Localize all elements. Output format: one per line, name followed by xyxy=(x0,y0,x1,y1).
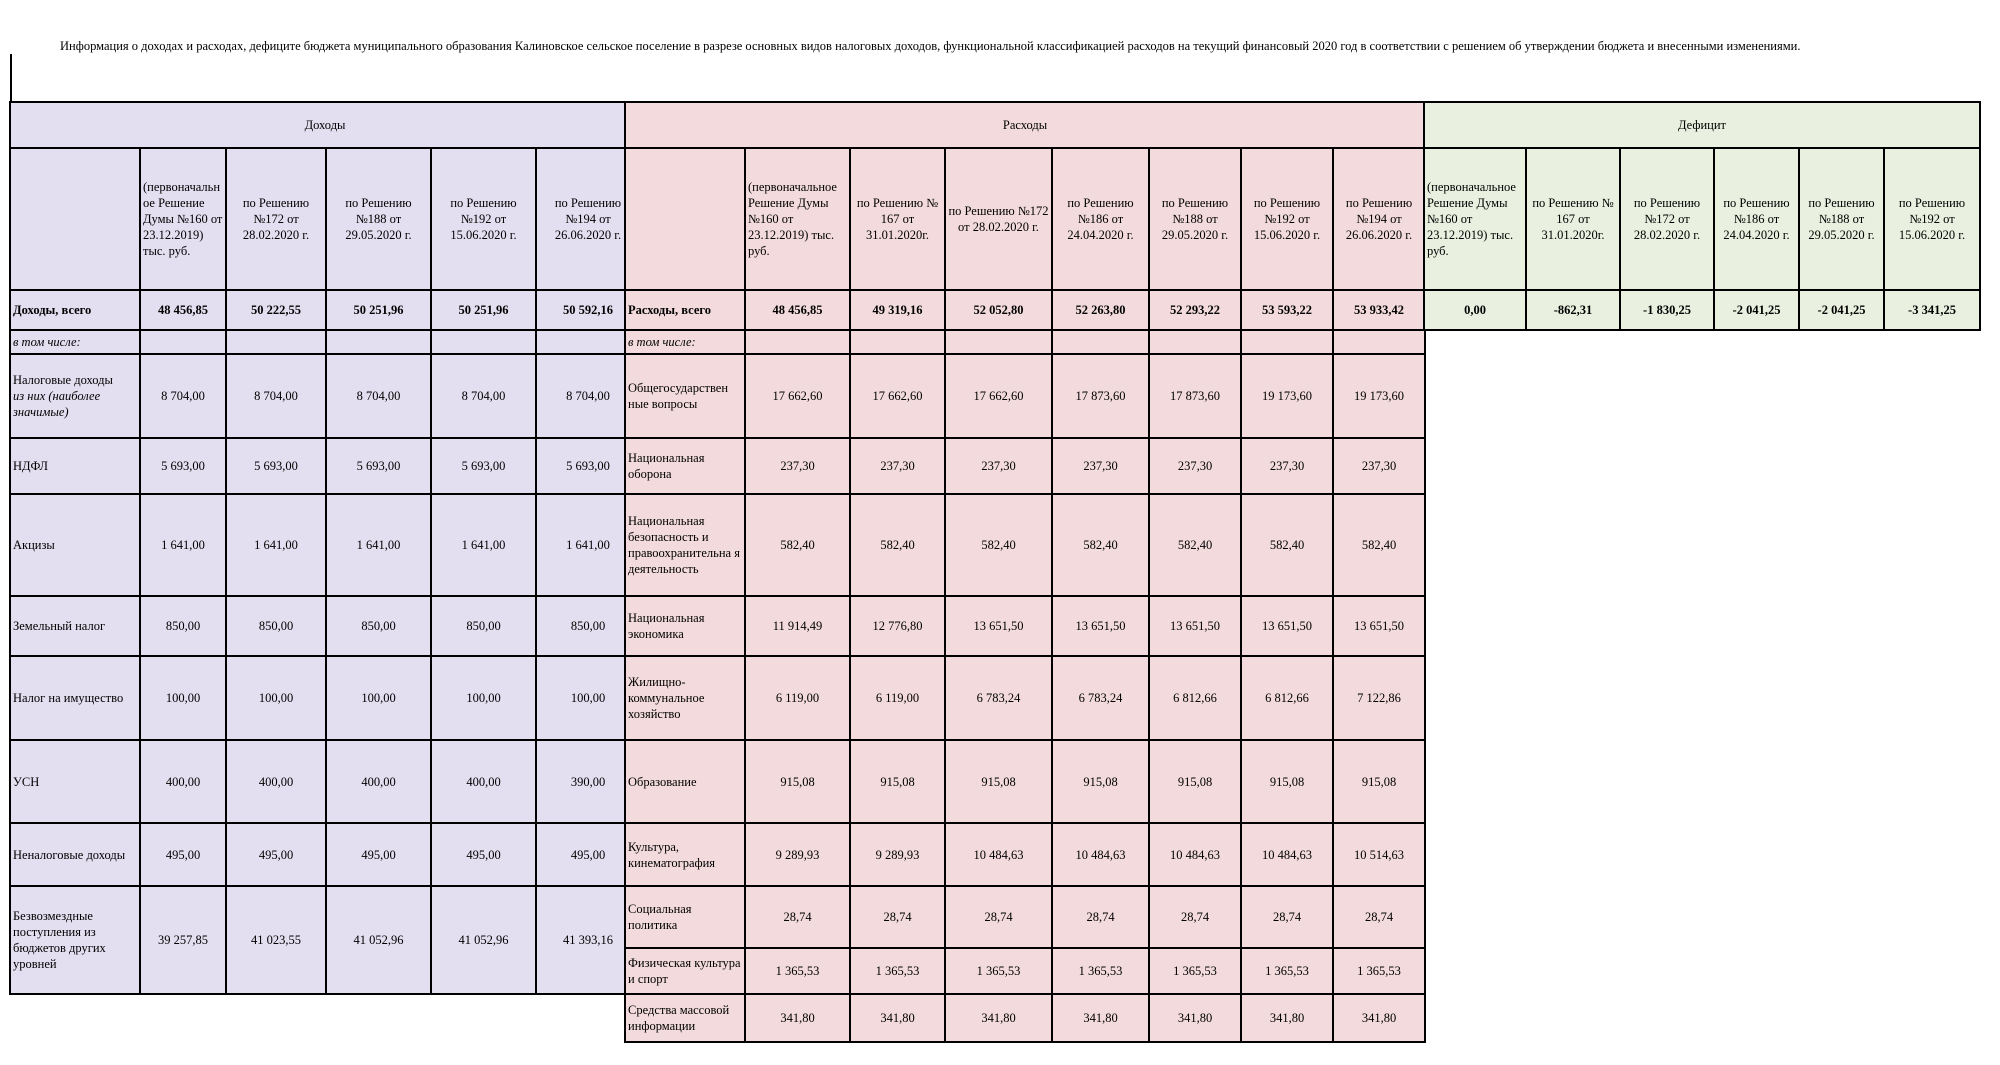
income-cell: 100,00 xyxy=(226,656,326,740)
empty-cell xyxy=(1333,330,1425,354)
expense-cell: 582,40 xyxy=(850,494,945,596)
income-cell: 850,00 xyxy=(326,596,431,656)
expense-cell: 1 365,53 xyxy=(1241,948,1333,994)
expense-row-label: Национальная безопасность и правоохранительна я деятельность xyxy=(625,494,745,596)
expense-cell: 237,30 xyxy=(1052,438,1149,494)
income-row xyxy=(10,354,640,438)
expense-cell: 13 651,50 xyxy=(1052,596,1149,656)
income-total-value: 50 251,96 xyxy=(431,290,536,330)
expense-cell: 1 365,53 xyxy=(945,948,1052,994)
expense-total-value: 53 933,42 xyxy=(1333,290,1425,330)
expense-row xyxy=(625,948,1425,994)
expense-cell: 6 119,00 xyxy=(850,656,945,740)
expense-cell: 582,40 xyxy=(1052,494,1149,596)
income-row-label-text: Налоговые доходы xyxy=(13,373,113,387)
income-row-label: Налог на имущество xyxy=(10,656,140,740)
income-row xyxy=(10,740,640,823)
deficit-value: -2 041,25 xyxy=(1799,290,1884,330)
expense-cell: 237,30 xyxy=(1149,438,1241,494)
income-col-header: (первоначальн ое Решение Думы №160 от 23.12.2019) тыс. руб. xyxy=(140,148,226,290)
expense-cell: 10 484,63 xyxy=(945,823,1052,886)
income-row-label xyxy=(10,354,140,438)
empty-cell xyxy=(745,330,850,354)
income-table xyxy=(9,101,641,995)
expense-row xyxy=(625,596,1425,656)
expense-cell: 341,80 xyxy=(1052,994,1149,1042)
empty-cell xyxy=(140,330,226,354)
income-cell: 400,00 xyxy=(226,740,326,823)
income-cell: 495,00 xyxy=(431,823,536,886)
deficit-col-header: по Решению №172 от 28.02.2020 г. xyxy=(1620,148,1714,290)
expense-cell: 341,80 xyxy=(1241,994,1333,1042)
deficit-col-header: по Решению №188 от 29.05.2020 г. xyxy=(1799,148,1884,290)
expense-cell: 13 651,50 xyxy=(1333,596,1425,656)
deficit-value: -2 041,25 xyxy=(1714,290,1799,330)
expense-col-header: по Решению №192 от 15.06.2020 г. xyxy=(1241,148,1333,290)
income-including-label: в том числе: xyxy=(10,330,140,354)
income-cell: 850,00 xyxy=(140,596,226,656)
income-cell: 8 704,00 xyxy=(431,354,536,438)
expense-cell: 582,40 xyxy=(945,494,1052,596)
income-cell: 100,00 xyxy=(431,656,536,740)
expense-cell: 582,40 xyxy=(1333,494,1425,596)
income-row-label: УСН xyxy=(10,740,140,823)
income-cell: 850,00 xyxy=(536,596,640,656)
expense-row-label: Социальная политика xyxy=(625,886,745,948)
expense-row xyxy=(625,494,1425,596)
expense-cell: 7 122,86 xyxy=(1333,656,1425,740)
empty-cell xyxy=(226,330,326,354)
income-cell: 100,00 xyxy=(140,656,226,740)
expense-total-value: 52 263,80 xyxy=(1052,290,1149,330)
income-cell: 5 693,00 xyxy=(431,438,536,494)
document-title: Информация о доходах и расходах, дефиците бюджета муниципального образования Калиновское сельское поселение в разрезе основных видов налоговых доходов, функциональной классификацией расходов на текущий финансовый 2020 год в соответствии с решением об утверждении бюджета и внесенными изменениями. xyxy=(60,39,1801,53)
expense-cell: 582,40 xyxy=(745,494,850,596)
income-total-value: 50 251,96 xyxy=(326,290,431,330)
expense-cell: 6 783,24 xyxy=(1052,656,1149,740)
deficit-col-header: (первоначальное Решение Думы №160 от 23.12.2019) тыс. руб. xyxy=(1424,148,1526,290)
income-header-label-cell xyxy=(10,148,140,290)
expense-total-row xyxy=(625,290,1425,330)
empty-cell xyxy=(1241,330,1333,354)
income-row-label: Акцизы xyxy=(10,494,140,596)
deficit-col-header: по Решению №192 от 15.06.2020 г. xyxy=(1884,148,1980,290)
income-cell: 100,00 xyxy=(326,656,431,740)
income-cell: 8 704,00 xyxy=(536,354,640,438)
income-cell: 400,00 xyxy=(326,740,431,823)
income-total-row xyxy=(10,290,640,330)
income-cell: 5 693,00 xyxy=(226,438,326,494)
expense-col-header: по Решению №186 от 24.04.2020 г. xyxy=(1052,148,1149,290)
income-cell: 400,00 xyxy=(431,740,536,823)
expense-cell: 10 484,63 xyxy=(1149,823,1241,886)
deficit-value: 0,00 xyxy=(1424,290,1526,330)
expense-cell: 13 651,50 xyxy=(1241,596,1333,656)
expense-cell: 9 289,93 xyxy=(850,823,945,886)
income-row-label: Земельный налог xyxy=(10,596,140,656)
income-cell: 41 023,55 xyxy=(226,886,326,994)
income-cell: 390,00 xyxy=(536,740,640,823)
expense-row-label: Национальная оборона xyxy=(625,438,745,494)
empty-cell xyxy=(1052,330,1149,354)
expense-cell: 1 365,53 xyxy=(1333,948,1425,994)
expense-header-label-cell xyxy=(625,148,745,290)
expense-cell: 10 484,63 xyxy=(1241,823,1333,886)
expense-cell: 19 173,60 xyxy=(1241,354,1333,438)
income-row xyxy=(10,438,640,494)
expense-cell: 237,30 xyxy=(945,438,1052,494)
income-total-value: 50 592,16 xyxy=(536,290,640,330)
income-row xyxy=(10,886,640,994)
expense-cell: 341,80 xyxy=(1333,994,1425,1042)
income-row-label: Безвозмездные поступления из бюджетов других уровней xyxy=(10,886,140,994)
income-cell: 495,00 xyxy=(140,823,226,886)
expense-total-value: 52 293,22 xyxy=(1149,290,1241,330)
expense-cell: 12 776,80 xyxy=(850,596,945,656)
expense-row xyxy=(625,994,1425,1042)
deficit-value: -3 341,25 xyxy=(1884,290,1980,330)
expense-cell: 915,08 xyxy=(1149,740,1241,823)
expense-cell: 915,08 xyxy=(850,740,945,823)
income-row-label: НДФЛ xyxy=(10,438,140,494)
expense-cell: 28,74 xyxy=(945,886,1052,948)
expense-cell: 237,30 xyxy=(1333,438,1425,494)
expense-cell: 582,40 xyxy=(1149,494,1241,596)
expense-row-label: Национальная экономика xyxy=(625,596,745,656)
expense-cell: 28,74 xyxy=(1149,886,1241,948)
expense-row xyxy=(625,823,1425,886)
margin-line xyxy=(10,54,12,102)
income-cell: 495,00 xyxy=(226,823,326,886)
expense-row-label: Образование xyxy=(625,740,745,823)
expense-cell: 1 365,53 xyxy=(745,948,850,994)
expense-col-header: по Решению № 167 от 31.01.2020г. xyxy=(850,148,945,290)
expense-cell: 17 873,60 xyxy=(1052,354,1149,438)
expense-cell: 28,74 xyxy=(745,886,850,948)
expense-cell: 582,40 xyxy=(1241,494,1333,596)
expense-col-header: по Решению №194 от 26.06.2020 г. xyxy=(1333,148,1425,290)
expense-col-header: (первоначальное Решение Думы №160 от 23.12.2019) тыс. руб. xyxy=(745,148,850,290)
empty-cell xyxy=(1149,330,1241,354)
expense-cell: 1 365,53 xyxy=(850,948,945,994)
income-cell: 5 693,00 xyxy=(140,438,226,494)
expense-row xyxy=(625,740,1425,823)
expense-row-label: Средства массовой информации xyxy=(625,994,745,1042)
expense-section-header: Расходы xyxy=(625,102,1425,148)
income-cell: 1 641,00 xyxy=(431,494,536,596)
expense-row xyxy=(625,438,1425,494)
expense-cell: 6 783,24 xyxy=(945,656,1052,740)
income-cell: 41 393,16 xyxy=(536,886,640,994)
expense-cell: 6 812,66 xyxy=(1241,656,1333,740)
income-total-label: Доходы, всего xyxy=(10,290,140,330)
empty-cell xyxy=(945,330,1052,354)
expense-cell: 10 484,63 xyxy=(1052,823,1149,886)
income-cell: 5 693,00 xyxy=(536,438,640,494)
empty-cell xyxy=(850,330,945,354)
expense-including-row xyxy=(625,330,1425,354)
expense-cell: 13 651,50 xyxy=(1149,596,1241,656)
deficit-value: -862,31 xyxy=(1526,290,1620,330)
income-row xyxy=(10,656,640,740)
income-cell: 1 641,00 xyxy=(326,494,431,596)
expense-cell: 6 812,66 xyxy=(1149,656,1241,740)
expense-total-label: Расходы, всего xyxy=(625,290,745,330)
expense-cell: 915,08 xyxy=(1241,740,1333,823)
expense-row-label: Физическая культура и спорт xyxy=(625,948,745,994)
expense-row xyxy=(625,656,1425,740)
deficit-col-header: по Решению № 167 от 31.01.2020г. xyxy=(1526,148,1620,290)
expense-cell: 28,74 xyxy=(1052,886,1149,948)
expense-cell: 17 662,60 xyxy=(945,354,1052,438)
expense-cell: 1 365,53 xyxy=(1149,948,1241,994)
deficit-section-header: Дефицит xyxy=(1424,102,1980,148)
deficit-value: -1 830,25 xyxy=(1620,290,1714,330)
empty-cell xyxy=(326,330,431,354)
expense-cell: 341,80 xyxy=(1149,994,1241,1042)
income-cell: 850,00 xyxy=(431,596,536,656)
expense-cell: 915,08 xyxy=(945,740,1052,823)
expense-total-value: 52 052,80 xyxy=(945,290,1052,330)
expense-cell: 11 914,49 xyxy=(745,596,850,656)
expense-total-value: 49 319,16 xyxy=(850,290,945,330)
deficit-col-header: по Решению №186 от 24.04.2020 г. xyxy=(1714,148,1799,290)
expense-row xyxy=(625,886,1425,948)
expense-cell: 237,30 xyxy=(745,438,850,494)
expense-cell: 17 662,60 xyxy=(850,354,945,438)
expense-cell: 17 662,60 xyxy=(745,354,850,438)
income-col-header: по Решению №194 от 26.06.2020 г. xyxy=(536,148,640,290)
expense-cell: 9 289,93 xyxy=(745,823,850,886)
expense-cell: 237,30 xyxy=(850,438,945,494)
income-col-header: по Решению №192 от 15.06.2020 г. xyxy=(431,148,536,290)
expense-row xyxy=(625,354,1425,438)
expense-cell: 341,80 xyxy=(945,994,1052,1042)
income-col-header: по Решению №188 от 29.05.2020 г. xyxy=(326,148,431,290)
expense-cell: 1 365,53 xyxy=(1052,948,1149,994)
expense-cell: 13 651,50 xyxy=(945,596,1052,656)
expense-row-label: Общегосударствен ные вопросы xyxy=(625,354,745,438)
income-total-value: 48 456,85 xyxy=(140,290,226,330)
expense-cell: 915,08 xyxy=(745,740,850,823)
expense-cell: 19 173,60 xyxy=(1333,354,1425,438)
income-cell: 5 693,00 xyxy=(326,438,431,494)
income-cell: 850,00 xyxy=(226,596,326,656)
income-row-label: Неналоговые доходы xyxy=(10,823,140,886)
expense-cell: 915,08 xyxy=(1333,740,1425,823)
income-row xyxy=(10,823,640,886)
expense-cell: 6 119,00 xyxy=(745,656,850,740)
income-cell: 495,00 xyxy=(326,823,431,886)
income-cell: 8 704,00 xyxy=(140,354,226,438)
expense-cell: 915,08 xyxy=(1052,740,1149,823)
expense-total-value: 48 456,85 xyxy=(745,290,850,330)
expense-cell: 28,74 xyxy=(1241,886,1333,948)
expense-cell: 17 873,60 xyxy=(1149,354,1241,438)
income-section-header: Доходы xyxy=(10,102,640,148)
expense-cell: 341,80 xyxy=(850,994,945,1042)
income-cell: 41 052,96 xyxy=(431,886,536,994)
expense-table xyxy=(624,101,1426,1043)
expense-cell: 237,30 xyxy=(1241,438,1333,494)
expense-cell: 28,74 xyxy=(1333,886,1425,948)
expense-cell: 28,74 xyxy=(850,886,945,948)
expense-including-label: в том числе: xyxy=(625,330,745,354)
income-row xyxy=(10,596,640,656)
income-row-sublabel: из них (наиболее значимые) xyxy=(13,389,101,419)
empty-cell xyxy=(431,330,536,354)
expense-row-label: Жилищно-коммунальное хозяйство xyxy=(625,656,745,740)
income-total-value: 50 222,55 xyxy=(226,290,326,330)
expense-col-header: по Решению №188 от 29.05.2020 г. xyxy=(1149,148,1241,290)
income-cell: 8 704,00 xyxy=(226,354,326,438)
income-row xyxy=(10,494,640,596)
income-cell: 39 257,85 xyxy=(140,886,226,994)
expense-col-header: по Решению №172 от 28.02.2020 г. xyxy=(945,148,1052,290)
income-cell: 1 641,00 xyxy=(226,494,326,596)
expense-cell: 10 514,63 xyxy=(1333,823,1425,886)
income-cell: 495,00 xyxy=(536,823,640,886)
expense-row-label: Культура, кинематография xyxy=(625,823,745,886)
deficit-values-row xyxy=(1424,290,1980,330)
deficit-table xyxy=(1423,101,1981,331)
income-cell: 8 704,00 xyxy=(326,354,431,438)
expense-total-value: 53 593,22 xyxy=(1241,290,1333,330)
income-cell: 1 641,00 xyxy=(140,494,226,596)
income-cell: 100,00 xyxy=(536,656,640,740)
expense-cell: 341,80 xyxy=(745,994,850,1042)
income-col-header: по Решению №172 от 28.02.2020 г. xyxy=(226,148,326,290)
income-cell: 41 052,96 xyxy=(326,886,431,994)
income-cell: 1 641,00 xyxy=(536,494,640,596)
income-cell: 400,00 xyxy=(140,740,226,823)
income-including-row xyxy=(10,330,640,354)
